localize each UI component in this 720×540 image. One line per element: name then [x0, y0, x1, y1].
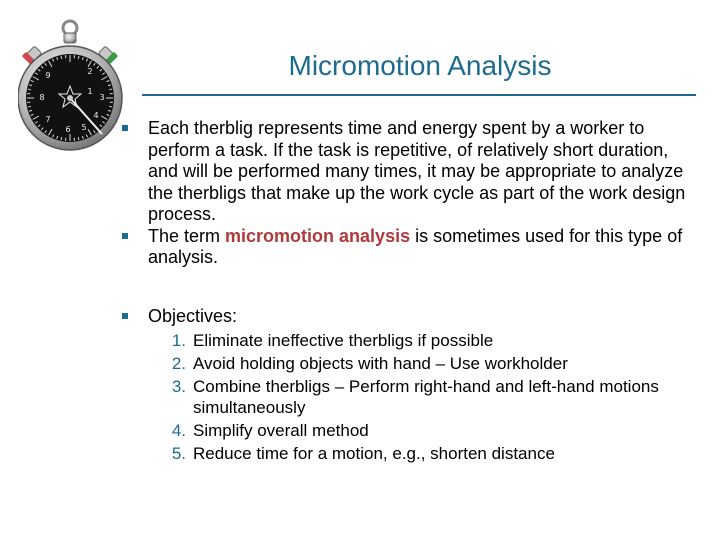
objective-number: 3. — [171, 376, 186, 396]
stopwatch-tick — [28, 106, 31, 107]
bullet-text-before: The term — [148, 225, 226, 246]
objective-item — [122, 443, 692, 464]
intro-bullets — [122, 118, 692, 269]
stopwatch-tick — [61, 56, 62, 59]
slide-title: Micromotion Analysis — [288, 50, 552, 81]
svg-text:2: 2 — [87, 67, 93, 76]
svg-text:5: 5 — [81, 123, 87, 132]
bullet-objectives — [122, 306, 692, 328]
svg-text:3: 3 — [99, 93, 105, 102]
svg-text:8: 8 — [39, 93, 45, 102]
objective-text: Combine therbligs – Perform right-hand and left-hand motions simultaneously — [193, 376, 659, 417]
svg-text:4: 4 — [93, 111, 99, 120]
objectives-section — [122, 306, 692, 464]
objective-text: Eliminate ineffective therbligs if possible — [193, 330, 494, 350]
stopwatch-tick — [109, 106, 112, 107]
stopwatch-tick — [109, 89, 112, 90]
stopwatch-tick — [28, 89, 31, 90]
objective-text: Simplify overall method — [193, 420, 369, 440]
objectives-list — [122, 330, 692, 464]
stopwatch-tick — [78, 137, 79, 140]
stopwatch-tick — [61, 137, 62, 140]
bullet-text: Each therblig represents time and energy spent by a worker to perform a task. If the task is repetitive, of relatively short duration, and will be performed many times, it may be appropriate to analyze the therbligs that make up the work cycle as part of the work design process. — [148, 118, 686, 224]
objective-number: 1. — [171, 330, 186, 350]
svg-text:1: 1 — [87, 87, 93, 96]
svg-text:9: 9 — [45, 71, 51, 80]
objective-item — [122, 330, 692, 351]
objective-number: 4. — [171, 420, 186, 440]
bullet-micromotion — [122, 226, 692, 269]
stopwatch-tick — [78, 56, 79, 59]
stopwatch-crown — [64, 33, 76, 43]
bullet-text-after: is sometimes used for this type of analysis. — [148, 225, 683, 267]
objective-item — [122, 353, 692, 374]
title-divider — [142, 94, 696, 96]
objective-number: 5. — [171, 443, 186, 463]
bullet-marker — [122, 313, 128, 319]
objective-number: 2. — [171, 353, 186, 373]
stopwatch-icon — [18, 18, 138, 158]
objective-text: Reduce time for a motion, e.g., shorten distance — [193, 443, 555, 463]
objective-item — [122, 420, 692, 441]
highlight-term: micromotion analysis — [225, 225, 411, 246]
bullet-marker — [122, 125, 128, 131]
objective-text: Avoid holding objects with hand – Use workholder — [193, 353, 568, 373]
svg-text:6: 6 — [65, 125, 71, 134]
objectives-label: Objectives: — [148, 306, 238, 326]
svg-text:7: 7 — [45, 115, 51, 124]
objective-item — [122, 376, 692, 418]
bullet-therblig — [122, 118, 692, 226]
bullet-marker — [122, 233, 128, 239]
